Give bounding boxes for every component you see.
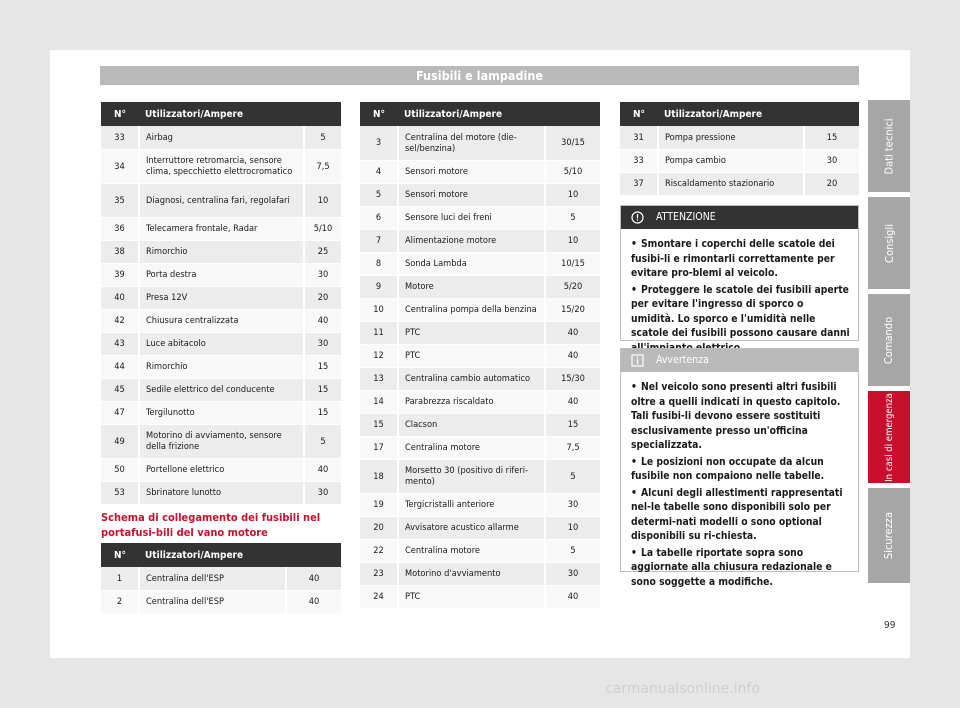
fuse-number: 44	[101, 355, 139, 378]
fuse-ampere: 40	[545, 585, 600, 608]
fuse-table-3	[360, 102, 600, 609]
table-row	[360, 367, 600, 390]
fuse-label: Centralina dell'ESP	[139, 590, 286, 613]
fuse-ampere: 7,5	[304, 149, 341, 183]
table-row	[360, 516, 600, 539]
warning-header	[621, 206, 858, 229]
fuse-label: PTC	[398, 585, 545, 608]
page-header: Fusibili e lampadine	[100, 66, 859, 85]
table-row	[360, 298, 600, 321]
table-row	[101, 183, 341, 217]
table-row	[360, 206, 600, 229]
fuse-number: 50	[101, 458, 139, 481]
fuse-ampere: 20	[804, 172, 859, 195]
fuse-label: Centralina cambio automatico	[398, 367, 545, 390]
fuse-label: Motorino di avviamento, sensore della frizione	[139, 424, 304, 458]
fuse-number: 14	[360, 390, 398, 413]
fuse-label: Clacson	[398, 413, 545, 436]
fuse-number: 31	[620, 126, 658, 149]
fuse-ampere: 40	[286, 567, 341, 590]
fuse-label: Centralina motore	[398, 436, 545, 459]
page-number: 99	[884, 620, 896, 631]
fuse-label: Centralina del motore (die-sel/benzina)	[398, 126, 545, 160]
table-row	[360, 126, 600, 160]
table-row	[101, 332, 341, 355]
fuse-number: 22	[360, 539, 398, 562]
table-row	[360, 229, 600, 252]
fuse-number: 19	[360, 493, 398, 516]
fuse-ampere: 15	[545, 413, 600, 436]
fuse-ampere: 5/10	[545, 160, 600, 183]
fuse-label: Sensori motore	[398, 183, 545, 206]
fuse-label: Sensore luci dei freni	[398, 206, 545, 229]
fuse-number: 33	[101, 126, 139, 149]
table-row	[101, 217, 341, 240]
bullet: •	[631, 486, 637, 499]
fuse-ampere: 5	[545, 539, 600, 562]
fuse-ampere: 40	[286, 590, 341, 613]
fuse-number: 15	[360, 413, 398, 436]
table-row	[360, 321, 600, 344]
fuse-label: Interruttore retromarcia, sensore clima, specchietto elettrocromatico	[139, 149, 304, 183]
fuse-label: Diagnosi, centralina fari, regolafari	[139, 183, 304, 217]
fuse-table-1	[101, 102, 341, 505]
col-header-label: Utilizzatori/Ampere	[658, 102, 859, 126]
table-row	[101, 309, 341, 332]
table-row	[101, 355, 341, 378]
fuse-label: Morsetto 30 (positivo di riferi-mento)	[398, 459, 545, 493]
fuse-number: 12	[360, 344, 398, 367]
fuse-ampere: 5/10	[304, 217, 341, 240]
table-row	[101, 286, 341, 309]
table-row	[101, 149, 341, 183]
fuse-ampere: 15	[804, 126, 859, 149]
fuse-ampere: 20	[304, 286, 341, 309]
note-item: • Nel veicolo sono presenti altri fusibili oltre a quelli indicati in questo capitolo. Tali fusibi-li devono essere sostituiti esclusivamente presso un'officina specializzata.	[631, 381, 841, 451]
fuse-label: Telecamera frontale, Radar	[139, 217, 304, 240]
fuse-number: 18	[360, 459, 398, 493]
fuse-label: Pompa pressione	[658, 126, 804, 149]
fuse-number: 20	[360, 516, 398, 539]
table-row	[360, 344, 600, 367]
side-tab-sicurezza[interactable]: Sicurezza	[868, 488, 910, 583]
table-row	[620, 172, 859, 195]
fuse-label: Portellone elettrico	[139, 458, 304, 481]
fuse-ampere: 5	[304, 424, 341, 458]
fuse-table-4	[620, 102, 859, 196]
table-row	[360, 493, 600, 516]
fuse-number: 6	[360, 206, 398, 229]
fuse-label: Avvisatore acustico allarme	[398, 516, 545, 539]
fuse-number: 10	[360, 298, 398, 321]
side-tab-comando[interactable]: Comando	[868, 294, 910, 386]
fuse-number: 2	[101, 590, 139, 613]
fuse-label: Sbrinatore lunotto	[139, 481, 304, 504]
fuse-number: 4	[360, 160, 398, 183]
fuse-ampere: 7,5	[545, 436, 600, 459]
warning-title: ATTENZIONE	[656, 211, 716, 223]
table-row	[101, 424, 341, 458]
table-row	[101, 263, 341, 286]
table-row	[360, 539, 600, 562]
fuse-ampere: 40	[304, 458, 341, 481]
fuse-ampere: 5	[545, 459, 600, 493]
table-row	[101, 567, 341, 590]
fuse-label: Sensori motore	[398, 160, 545, 183]
fuse-number: 35	[101, 183, 139, 217]
table-row	[360, 436, 600, 459]
fuse-number: 43	[101, 332, 139, 355]
col-header-label: Utilizzatori/Ampere	[398, 102, 600, 126]
watermark-text: carmanualsonline.info	[605, 681, 760, 697]
table-row	[101, 458, 341, 481]
fuse-ampere: 10	[545, 183, 600, 206]
fuse-ampere: 25	[304, 240, 341, 263]
fuse-number: 45	[101, 378, 139, 401]
table-row	[101, 126, 341, 149]
fuse-number: 47	[101, 401, 139, 424]
fuse-ampere: 5/20	[545, 275, 600, 298]
fuse-number: 49	[101, 424, 139, 458]
fuse-number: 38	[101, 240, 139, 263]
side-tab-dati-tecnici[interactable]: Dati tecnici	[868, 100, 910, 192]
fuse-label: Motorino d'avviamento	[398, 562, 545, 585]
fuse-ampere: 30	[304, 332, 341, 355]
table-row	[101, 240, 341, 263]
fuse-ampere: 30	[545, 562, 600, 585]
fuse-ampere: 15/30	[545, 367, 600, 390]
fuse-number: 1	[101, 567, 139, 590]
fuse-ampere: 40	[545, 321, 600, 344]
fuse-ampere: 40	[545, 390, 600, 413]
fuse-number: 5	[360, 183, 398, 206]
fuse-ampere: 10	[545, 229, 600, 252]
fuse-number: 53	[101, 481, 139, 504]
fuse-number: 34	[101, 149, 139, 183]
fuse-number: 9	[360, 275, 398, 298]
note-box	[620, 348, 859, 588]
fuse-label: Presa 12V	[139, 286, 304, 309]
fuse-number: 39	[101, 263, 139, 286]
bullet: •	[631, 455, 637, 468]
col-header-label: Utilizzatori/Ampere	[139, 102, 341, 126]
fuse-label: Riscaldamento stazionario	[658, 172, 804, 195]
fuse-ampere: 10	[545, 516, 600, 539]
fuse-ampere: 30	[304, 481, 341, 504]
fuse-table-2	[101, 543, 341, 614]
fuse-ampere: 30/15	[545, 126, 600, 160]
bullet: •	[631, 283, 637, 296]
fuse-number: 36	[101, 217, 139, 240]
fuse-ampere: 30	[304, 263, 341, 286]
fuse-label: Motore	[398, 275, 545, 298]
bullet: •	[631, 238, 637, 250]
fuse-label: Alimentazione motore	[398, 229, 545, 252]
fuse-label: Tergicristalli anteriore	[398, 493, 545, 516]
fuse-ampere: 10	[304, 183, 341, 217]
table-row	[360, 275, 600, 298]
fuse-ampere: 40	[304, 309, 341, 332]
side-tab-consigli[interactable]: Consigli	[868, 197, 910, 289]
fuse-number: 33	[620, 149, 658, 172]
side-tab-emergenza[interactable]: In casi di emergenza	[868, 391, 910, 483]
table-row	[101, 481, 341, 504]
col-header-num: N°	[620, 102, 658, 126]
fuse-label: Pompa cambio	[658, 149, 804, 172]
table-row	[360, 413, 600, 436]
warning-item: • Proteggere le scatole dei fusibili aperte per evitare l'ingresso di sporco o umidità. Lo sporco e l'umidità nelle scatole dei fusibili possono causare danni	[631, 283, 850, 339]
section-title: Schema di collegamento dei fusibili nel portafusi-bili del vano motore	[101, 511, 321, 539]
fuse-label: PTC	[398, 344, 545, 367]
fuse-ampere: 40	[545, 344, 600, 367]
note-header	[621, 349, 858, 372]
warning-box	[620, 205, 859, 341]
table-row	[360, 459, 600, 493]
col-header-num: N°	[101, 543, 139, 567]
fuse-ampere: 15/20	[545, 298, 600, 321]
bullet: •	[631, 546, 637, 559]
fuse-number: 3	[360, 126, 398, 160]
col-header-num: N°	[360, 102, 398, 126]
fuse-label: Porta destra	[139, 263, 304, 286]
warning-body	[621, 229, 858, 363]
fuse-label: PTC	[398, 321, 545, 344]
fuse-number: 7	[360, 229, 398, 252]
fuse-label: Centralina pompa della benzina	[398, 298, 545, 321]
fuse-ampere: 30	[804, 149, 859, 172]
note-item: • La tabelle riportate sopra sono aggiornate alla chiusura redazionale e sono soggette a modifiche.	[631, 546, 832, 588]
warning-item: • Smontare i coperchi delle scatole dei fusibi-li e rimontarli correttamente per evitare pro-blemi al veicolo.	[631, 238, 835, 279]
note-title: Avvertenza	[656, 354, 709, 366]
fuse-number: 23	[360, 562, 398, 585]
note-item: • Le posizioni non occupate da alcun fusibile non compaiono nelle tabelle.	[631, 455, 825, 482]
fuse-ampere: 15	[304, 378, 341, 401]
note-body	[621, 372, 858, 597]
fuse-number: 40	[101, 286, 139, 309]
table-row	[101, 401, 341, 424]
table-row	[620, 126, 859, 149]
note-item: • Alcuni degli allestimenti rappresentati nel-le tabelle sono disponibili solo per determi-nati modelli o sono optional disponibili su ri-chiesta.	[631, 486, 843, 542]
fuse-ampere: 5	[545, 206, 600, 229]
fuse-number: 8	[360, 252, 398, 275]
fuse-label: Rimorchio	[139, 240, 304, 263]
fuse-number: 11	[360, 321, 398, 344]
table-row	[101, 590, 341, 613]
table-row	[360, 585, 600, 608]
col-header-label: Utilizzatori/Ampere	[139, 543, 341, 567]
fuse-number: 13	[360, 367, 398, 390]
fuse-ampere: 30	[545, 493, 600, 516]
info-icon	[631, 354, 644, 367]
fuse-label: Centralina motore	[398, 539, 545, 562]
fuse-number: 17	[360, 436, 398, 459]
table-row	[360, 183, 600, 206]
table-row	[620, 149, 859, 172]
fuse-label: Airbag	[139, 126, 304, 149]
table-row	[360, 390, 600, 413]
fuse-label: Chiusura centralizzata	[139, 309, 304, 332]
fuse-number: 24	[360, 585, 398, 608]
fuse-label: Sonda Lambda	[398, 252, 545, 275]
table-row	[360, 252, 600, 275]
fuse-label: Luce abitacolo	[139, 332, 304, 355]
table-row	[101, 378, 341, 401]
fuse-label: Rimorchio	[139, 355, 304, 378]
table-row	[360, 160, 600, 183]
fuse-ampere: 5	[304, 126, 341, 149]
fuse-ampere: 15	[304, 355, 341, 378]
col-header-num: N°	[101, 102, 139, 126]
fuse-label: Centralina dell'ESP	[139, 567, 286, 590]
fuse-ampere: 10/15	[545, 252, 600, 275]
fuse-label: Parabrezza riscaldato	[398, 390, 545, 413]
fuse-number: 42	[101, 309, 139, 332]
fuse-label: Sedile elettrico del conducente	[139, 378, 304, 401]
bullet: •	[631, 381, 637, 393]
table-row	[360, 562, 600, 585]
fuse-ampere: 15	[304, 401, 341, 424]
fuse-number: 37	[620, 172, 658, 195]
warning-icon	[631, 211, 644, 224]
fuse-label: Tergilunotto	[139, 401, 304, 424]
